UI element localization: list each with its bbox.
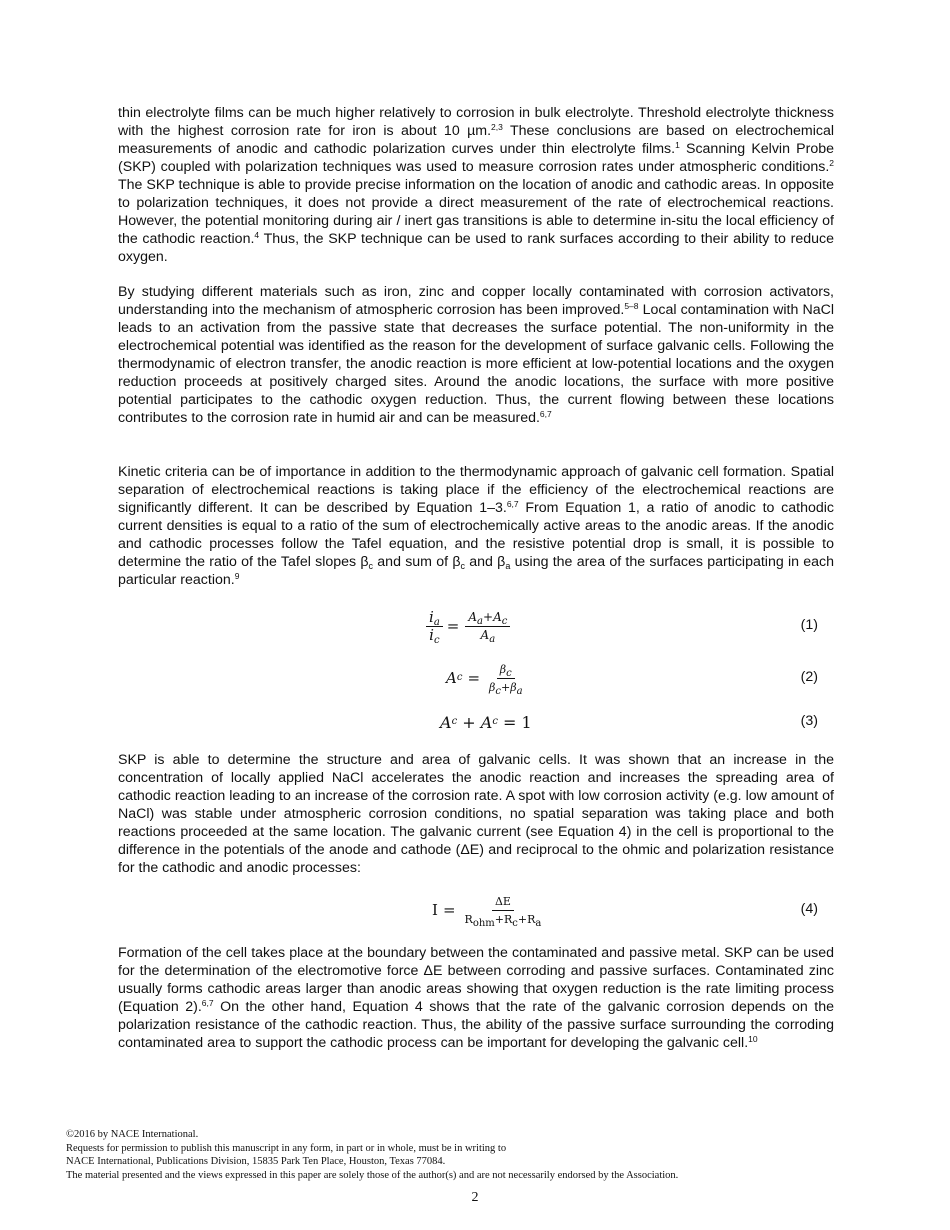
p1-text: Thus, the SKP technique can be used to rank surfaces according to their ability to reduce oxygen. <box>118 231 834 265</box>
p3-text: and sum of β <box>373 554 461 570</box>
paragraph-2 <box>118 283 834 427</box>
p1-text: The SKP technique is able to provide precise information on the location of anodic and cathodic areas. In opposite to polarization techniques, it does not provide a direct measurement of the rate of electrochemical reactions. However, the potential monitoring during air / inert gas transitions is able to determine in-situ the local efficiency of the cathodic reaction. <box>118 177 834 247</box>
citation: 6,7 <box>506 499 519 509</box>
citation: 2,3 <box>491 122 503 132</box>
paragraph-3 <box>118 463 834 589</box>
equation-3: A c + A c = 1 (3) <box>440 712 818 732</box>
citation: 9 <box>234 571 240 581</box>
citation: 4 <box>254 230 260 240</box>
p4-text: SKP is able to determine the structure and area of galvanic cells. It was shown that an increase in the concentration of locally applied NaCl accelerates the anodic reaction and increases the spreading area of cathodic reaction leading to an increase of the corrosion rate. A spot with low corrosion activity (e.g. low amount of NaCl) was stable under atmospheric corrosion conditions, no spatial separation was taking place and both reactions proceeded at the same location. The galvanic current (see Equation 4) in the cell is proportional to the difference in the potentials of the anode and cathode (ΔE) and reciprocal to the ohmic and polarization resistance for the cathodic and anodic processes: <box>118 752 834 876</box>
subscript: c <box>368 561 374 571</box>
paragraph-5 <box>118 944 834 1052</box>
citation: 2 <box>829 158 834 168</box>
footer-disclaimer-line: The material presented and the views expressed in this paper are solely those of the author(s) and are not necessarily endorsed by the Association. <box>66 1169 679 1181</box>
p1-text: thin electrolyte films can be much higher relatively to corrosion in bulk electrolyte. Threshold electrolyte thickness with the highest corrosion rate for iron is about 10 µm. <box>118 105 834 139</box>
citation: 10 <box>748 1034 758 1044</box>
p5-text: Formation of the cell takes place at the boundary between the contaminated and passive metal. SKP can be used for the determination of the electromotive force ΔE between corroding and passive surfaces. Contaminated zinc usually forms cathodic areas larger than anodic areas showing that oxygen reduction is the rate limiting process (Equation 2). <box>118 945 834 1015</box>
p5-text: On the other hand, Equation 4 shows that the rate of the galvanic corrosion depends on the polarization resistance of the cathodic reaction. Thus, the ability of the passive surface surrounding the corroding contaminated area to support the cathodic process can be important for developing the galvanic cell. <box>118 999 834 1051</box>
p3-text: Kinetic criteria can be of importance in addition to the thermodynamic approach of galvanic cell formation. Spatial separation of electrochemical reactions is taking place if the efficiency of the electrochemical reactions are significantly different. It can be described by Equation 1–3. <box>118 464 834 516</box>
copyright-footer <box>66 1128 886 1182</box>
equation-number: (4) <box>800 901 818 917</box>
paragraph-4 <box>118 751 834 877</box>
page-number: 2 <box>471 1190 479 1205</box>
equation-number: (1) <box>800 617 818 633</box>
subscript: c <box>460 561 465 571</box>
footer-copyright: ©2016 by NACE International. <box>66 1129 199 1140</box>
equation-2: A c = $\frac{\beta_c}{\beta_c+\beta_a}$ (2) <box>446 662 818 697</box>
equation-number: (3) <box>800 713 818 729</box>
p3-text: From Equation 1, a ratio of anodic to cathodic current densities is equal to a ratio of the sum of electrochemically active areas to the anodic areas. If the anodic and cathodic processes follow the Tafel equation, and the resistive potential drop is small, it is possible to determine the ratio of the Tafel slopes β <box>118 500 834 570</box>
p1-text: These conclusions are based on electrochemical measurements of anodic and cathodic polarization curves under thin electrolyte films. <box>118 123 834 157</box>
citation: 5–8 <box>624 301 639 311</box>
paragraph-1 <box>118 104 834 266</box>
p3-text: using the area of the surfaces participating in each particular reaction. <box>118 554 835 588</box>
equation-4: I = $\frac{\Delta E}{R_{ohm}+R_c+R_a}$ (4) <box>432 894 818 929</box>
p2-text: By studying different materials such as iron, zinc and copper locally contaminated with corrosion activators, understanding into the mechanism of atmospheric corrosion has been improved. <box>118 284 834 318</box>
citation: 6,7 <box>539 409 552 419</box>
equation-1: $\frac{i_a}{i_c}$ = $\frac{A_a+A_c}{A_a}$ (1) <box>118 606 834 646</box>
p2-text: Local contamination with NaCl leads to an activation from the passive state that decreases the surface potential. The non-uniformity in the electrochemical potential was identified as the reason for the development of surface galvanic cells. Following the thermodynamic of electron transfer, the anodic reaction is more efficient at low-potential locations and the oxygen reduction proceeds at positively charged sites. Around the anodic locations, the surface with more positive potential participates to the cathodic oxygen reduction. Thus, the current flowing between these locations contributes to the corrosion rate in humid air and can be measured. <box>118 302 835 426</box>
footer-address-line: NACE International, Publications Division, 15835 Park Ten Place, Houston, Texas 77084. <box>66 1156 446 1168</box>
p3-text: and β <box>464 554 506 570</box>
footer-permission-line: Requests for permission to publish this manuscript in any form, in part or in whole, must be in writing to <box>66 1142 507 1154</box>
citation: 6,7 <box>201 998 214 1008</box>
equation-number: (2) <box>800 669 818 685</box>
subscript: a <box>505 561 511 571</box>
p1-text: Scanning Kelvin Probe (SKP) coupled with polarization techniques was used to measure corrosion rates under atmospheric conditions. <box>118 141 834 175</box>
citation: 1 <box>675 140 680 150</box>
